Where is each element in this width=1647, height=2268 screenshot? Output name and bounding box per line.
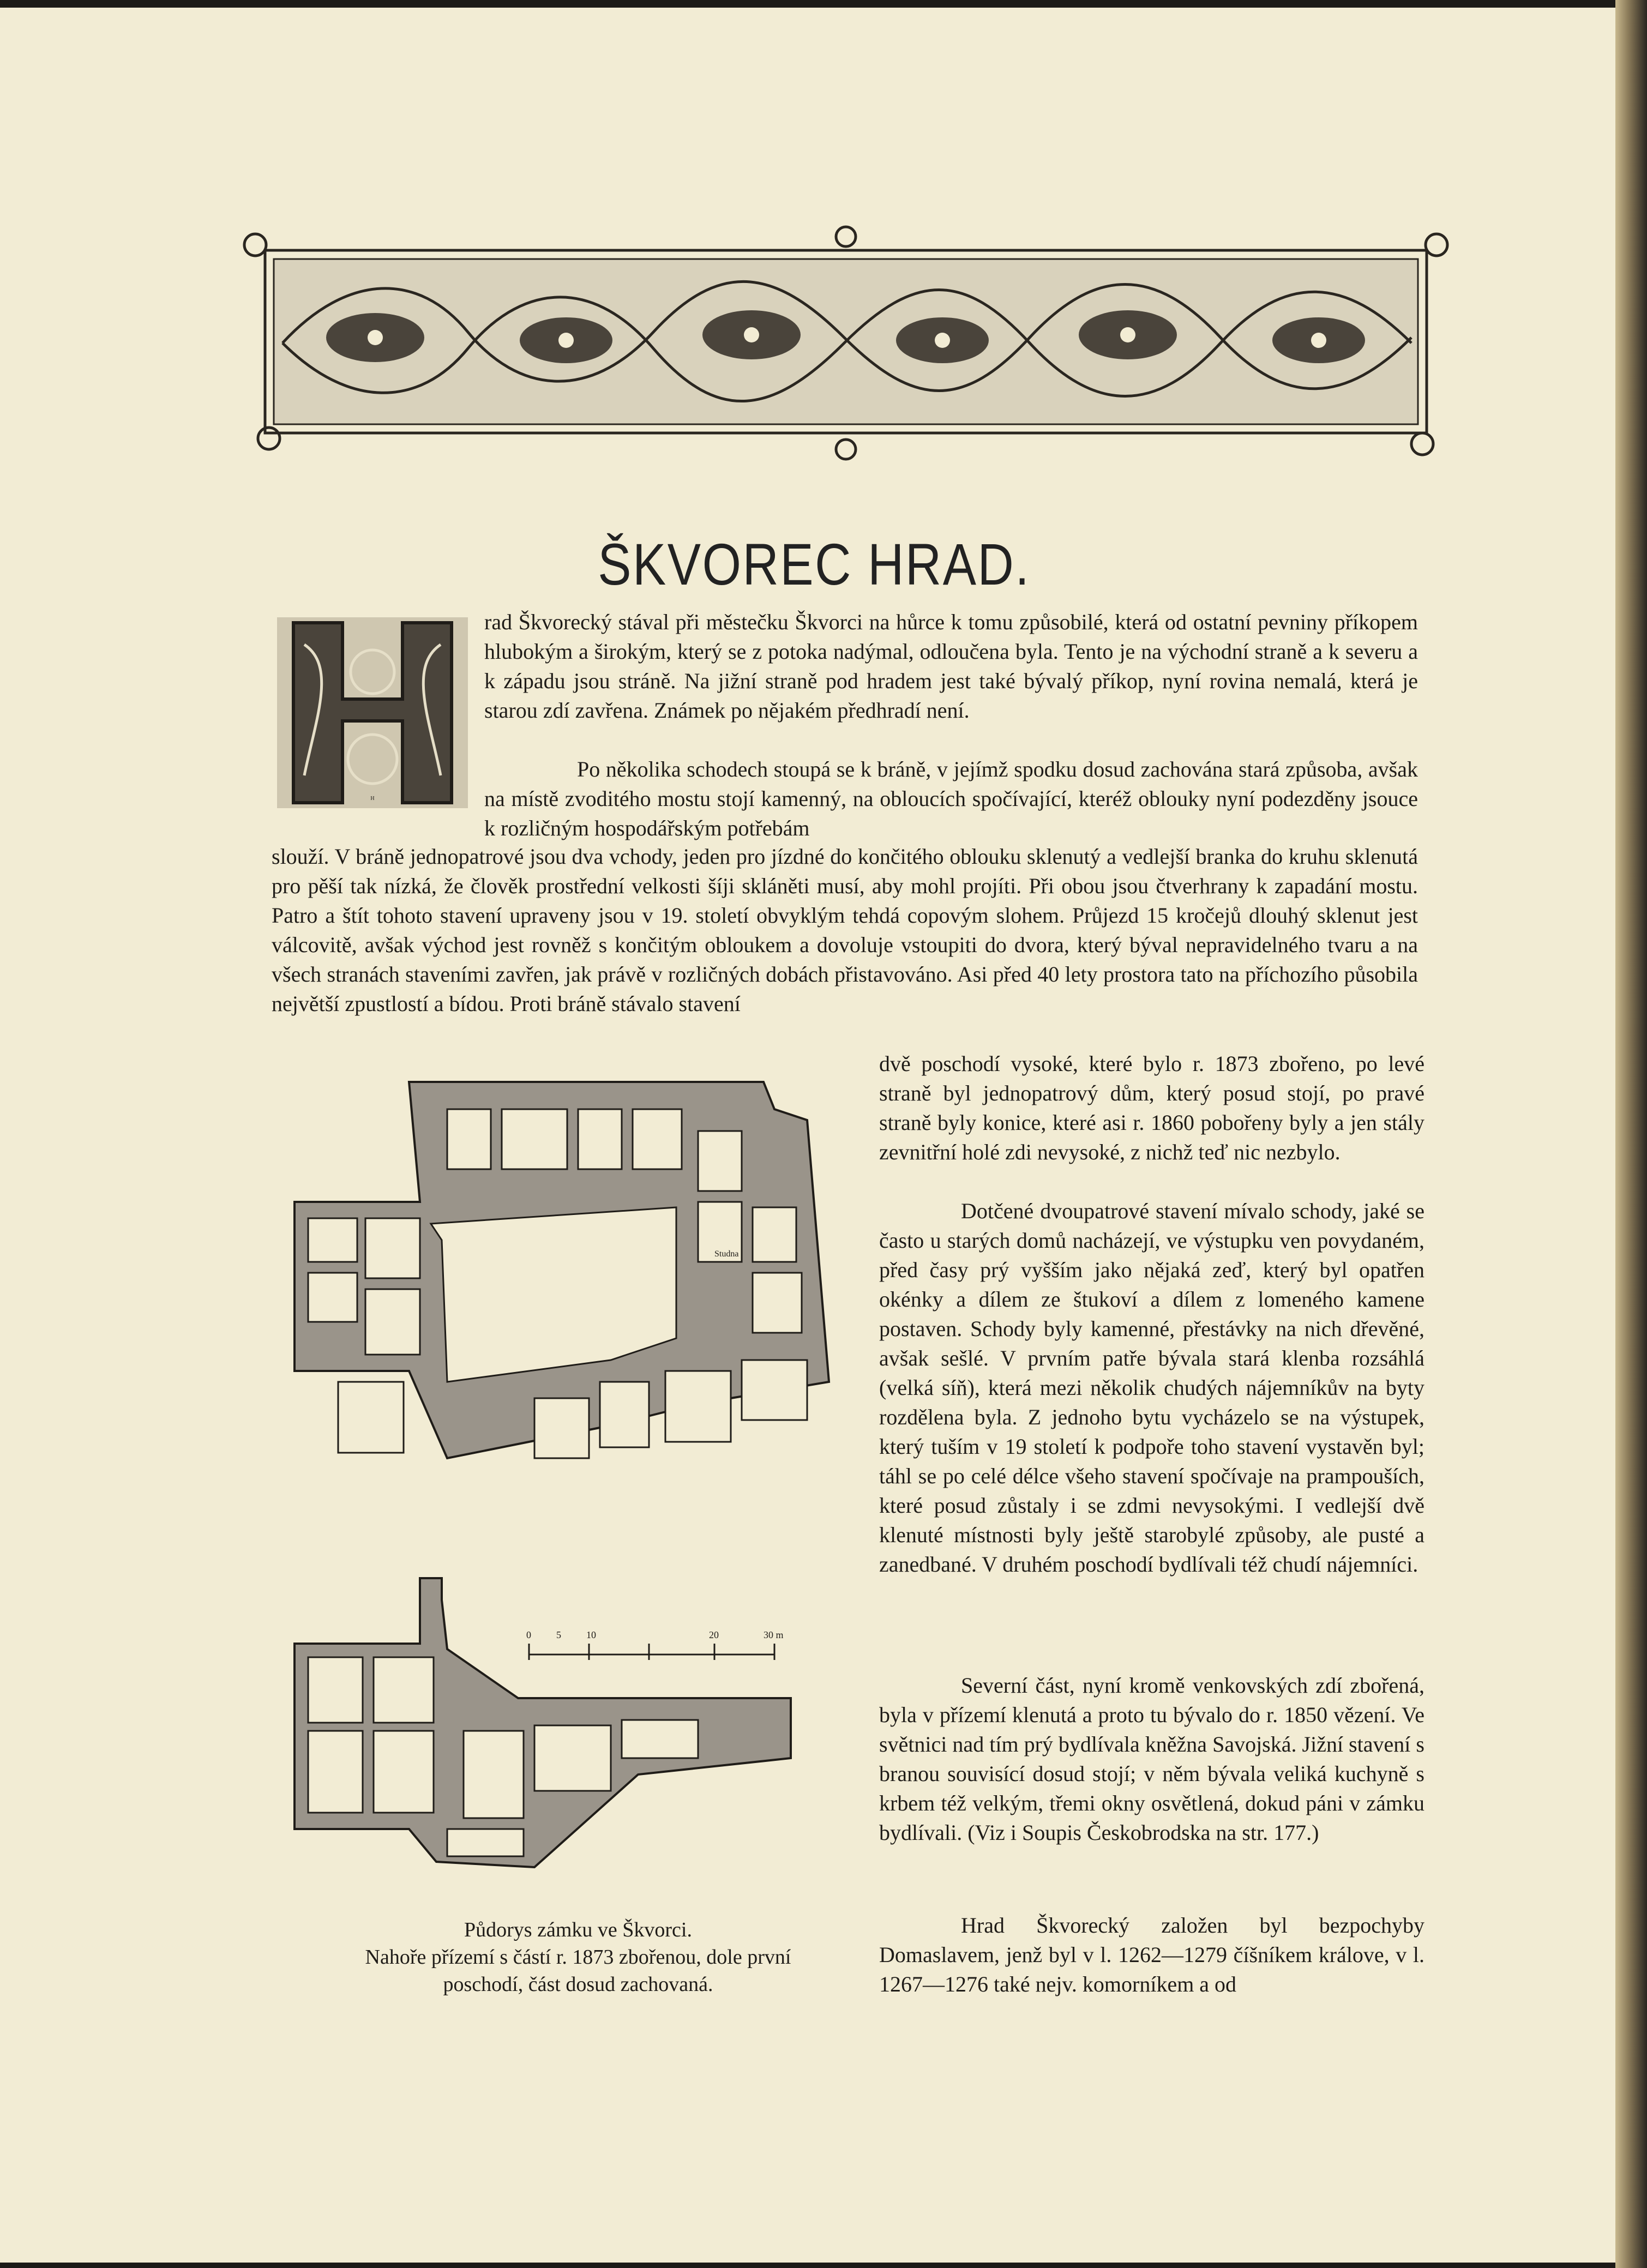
initial-letter: H (370, 796, 375, 802)
intro-paragraph-2: Po několika schodech stoupá se k bráně, v jejímž spodku dosud zachována stará způsoba, avšak na místě zvoditého mostu stojí kamenný, na obloucích spočívající, kteréž oblouky nyní podezděny jsouce k rozličným hospodářským potřebám (484, 757, 1418, 840)
scale-label: 10 (586, 1629, 596, 1640)
column-paragraph-3: Severní část, nyní kromě venkovských zdí zbořená, byla v přízemí klenutá a proto tu bývalo do r. 1850 vězení. Ve světnici nad tím prý bydlívala kněžna Savojská. Jižní stavení s branou souvisící dosud stojí; v něm bývala veliká kuchyně s krbem též velkým, třemi okny osvětlená, dokud páni v zámku bydlívali. (Viz i Soupis Českobrodska na str. 177.) (879, 1673, 1424, 1845)
column-paragraph-2: Dotčené dvoupatrové stavení mívalo schody, jaké se často u starých domů nacházejí, ve výstupku ven povydaném, před časy prý vyšším jako nějaká zeď, který byl opatřen okénky a dílem ze štukoví a dílem z lomeného kamene postaven. Schody byly kamenné, přestávky na nich dřevěné, avšak sešlé. V prvním patře bývala stará klenba rozsáhlá (velká síň), která mezi několik chudých nájemníkův na byty rozdělena byla. Z jednoho bytu vycházelo se na výstupek, který tuším v 19 století k podpoře toho stavení vystavěn byl; táhl se po celé délce všeho stavení spočívaje na prampouších, které posud zůstaly i se zdmi nevysokými. I vedlejší dvě klenuté místnosti byly ještě starobylé způsoby, ale pusté a zanedbané. V druhém poschodí bydlívali též chudí nájemníci. (879, 1199, 1424, 1577)
ornamental-header-banner (239, 223, 1453, 463)
scale-label: 30 m (764, 1629, 784, 1640)
scale-label: 5 (556, 1629, 561, 1640)
column-paragraph-4: Hrad Škvorecký založen byl bezpochyby Domaslavem, jenž byl v l. 1262—1279 číšníkem králove, v l. 1267—1276 také nejv. komorníkem a od (879, 1913, 1424, 1996)
body-paragraph: slouží. V bráně jednopatrové jsou dva vchody, jeden pro jízdné do končitého oblouku sklenutý a vedlejší branka do kruhu sklenutá pro pěší tak nízká, že člověk prostřední velkosti šíji skláněti musí, aby mohl projíti. Při obou jsou čtverhrany k zapadání mostu. Patro a štít tohoto stavení upraveny jsou v 19. století obvyklým tehdá copovým slohem. Průjezd 15 kročejů dlouhý sklenut jest válcovitě, avšak východ jest rovněž s končitým obloukem a dovoluje vstoupiti do dvora, který býval nepravidelného tvaru a na všech stranách staveními zavřen, jak právě v rozličných dobách přistavováno. Asi před 40 lety prostora tato na příchozího působila největší zpustlostí a bídou. Proti bráně stávalo stavení (272, 844, 1418, 1016)
column-paragraph-1: dvě poschodí vysoké, které bylo r. 1873 zbořeno, po levé straně byl jednopatrový dům, který posud stojí, po pravé straně byly konice, které asi r. 1860 pobořeny byly a jen stály zevnitřní holé zdi nevysoké, z nichž teď nic nezbylo. (879, 1051, 1424, 1164)
book-edge (1615, 0, 1647, 2268)
scale-label: 20 (709, 1629, 719, 1640)
scale-label: 0 (526, 1629, 531, 1640)
page-title: ŠKVOREC HRAD. (598, 531, 1031, 597)
intro-paragraph-1: rad Škvorecký stával při městečku Škvorci na hůrce k tomu způsobilé, která od ostatní pevniny příkopem hlubokým a širokým, který se z potoka nadýmal, odloučena byla. Tento je na východní straně a k severu a k západu jsou stráně. Na jižní straně pod hradem jest také bývalý příkop, nyní rovina nemalá, která je starou zdí zavřena. Známek po nějakém předhradí není. (484, 610, 1418, 723)
plan-label-studna: Studna (714, 1249, 739, 1259)
page (0, 8, 1615, 2263)
floor-plan-figure (284, 1076, 873, 1905)
decorated-initial (272, 612, 473, 814)
figure-caption: Půdorys zámku ve Škvorci. Nahoře přízemí s částí r. 1873 zbořenou, dole první poschodí, část dosud zachovaná. (365, 1918, 791, 1996)
